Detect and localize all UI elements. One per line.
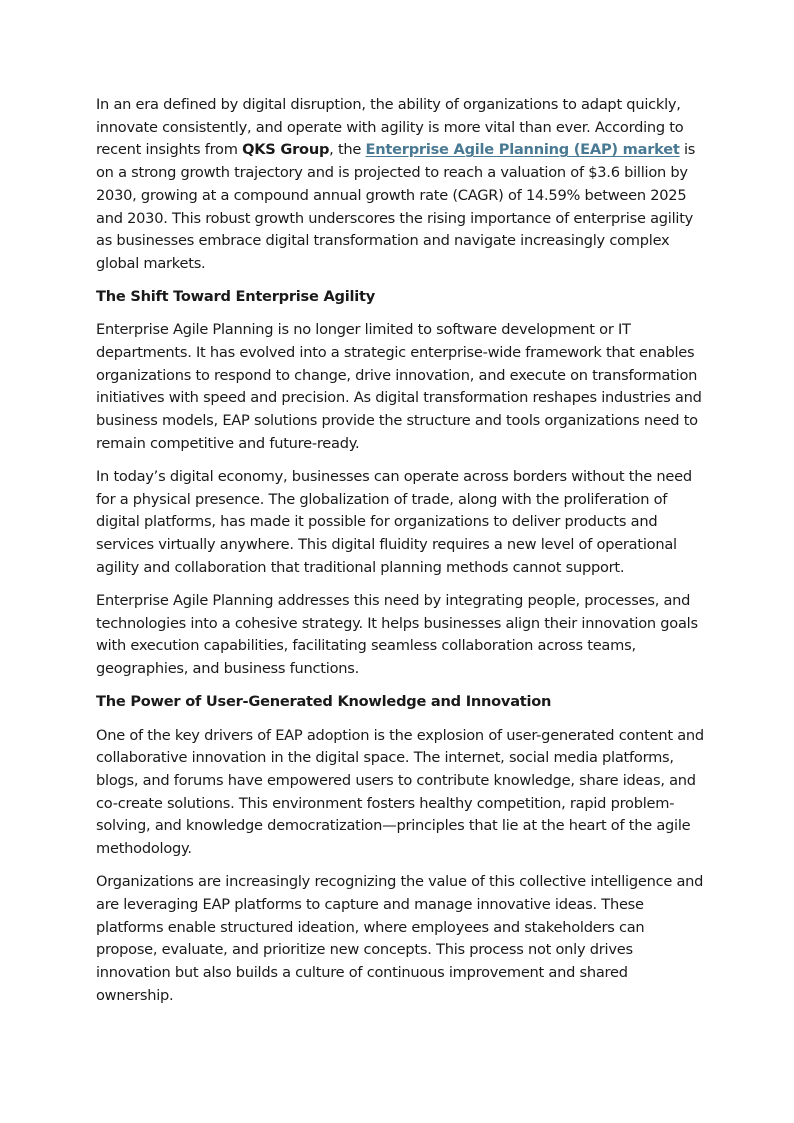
section-heading-agility: The Shift Toward Enterprise Agility: [96, 288, 375, 306]
document-body: [96, 94, 706, 1018]
paragraph: One of the key drivers of EAP adoption is the explosion of user-generated content and collaborative innovation in the digital space. The internet, social media platforms, blogs, and forums have empowered users to contribute knowledge, share ideas, and co-create solutions. This environment fosters healthy competition, rapid problem-solving, and knowledge democratization—principles that lie at the heart of the agile methodology.: [96, 726, 704, 858]
paragraph: Organizations are increasingly recognizing the value of this collective intelligence and are leveraging EAP platforms to capture and manage innovative ideas. These platforms enable structured ideation, where employees and stakeholders can propose, evaluate, and prioritize new concepts. This process not only drives innovation but also builds a culture of continuous improvement and shared ownership.: [96, 873, 704, 1004]
org-name: QKS Group: [242, 141, 330, 159]
paragraph: Enterprise Agile Planning addresses this need by integrating people, processes, and technologies into a cohesive strategy. It helps businesses align their innovation goals with execution capabilities, facilitating seamless collaboration across teams, geographies, and business functions.: [96, 592, 698, 678]
section-heading-user-knowledge: The Power of User-Generated Knowledge and Innovation: [96, 693, 552, 711]
intro-text-3: is on a strong growth trajectory and is projected to reach a valuation of $3.6 billion by 2030, growing at a compound annual growth rate (CAGR) of 14.59% between 2025 and 2030. This robust growth underscores the rising importance of enterprise agility as businesses embrace digital transformation and navigate increasingly complex global markets.: [96, 141, 696, 272]
paragraph: In today’s digital economy, businesses can operate across borders without the need for a physical presence. The globalization of trade, along with the proliferation of digital platforms, has made it possible for organizations to deliver products and services virtually anywhere. This digital fluidity requires a new level of operational agility and collaboration that traditional planning methods cannot support.: [96, 468, 692, 576]
intro-text-2: , the: [329, 141, 366, 159]
paragraph: Enterprise Agile Planning is no longer limited to software development or IT departments. It has evolved into a strategic enterprise-wide framework that enables organizations to respond to change, drive innovation, and execute on transformation initiatives with speed and precision. As digital transformation reshapes industries and business models, EAP solutions provide the structure and tools organizations need to remain competitive and future-ready.: [96, 321, 702, 452]
intro-paragraph: [96, 94, 706, 276]
eap-market-link[interactable]: Enterprise Agile Planning (EAP) market: [365, 141, 680, 159]
intro-text-1: In an era defined by digital disruption, the ability of organizations to adapt quickly, innovate consistently, and operate with agility is more vital than ever. According to recent insights from: [96, 96, 684, 159]
